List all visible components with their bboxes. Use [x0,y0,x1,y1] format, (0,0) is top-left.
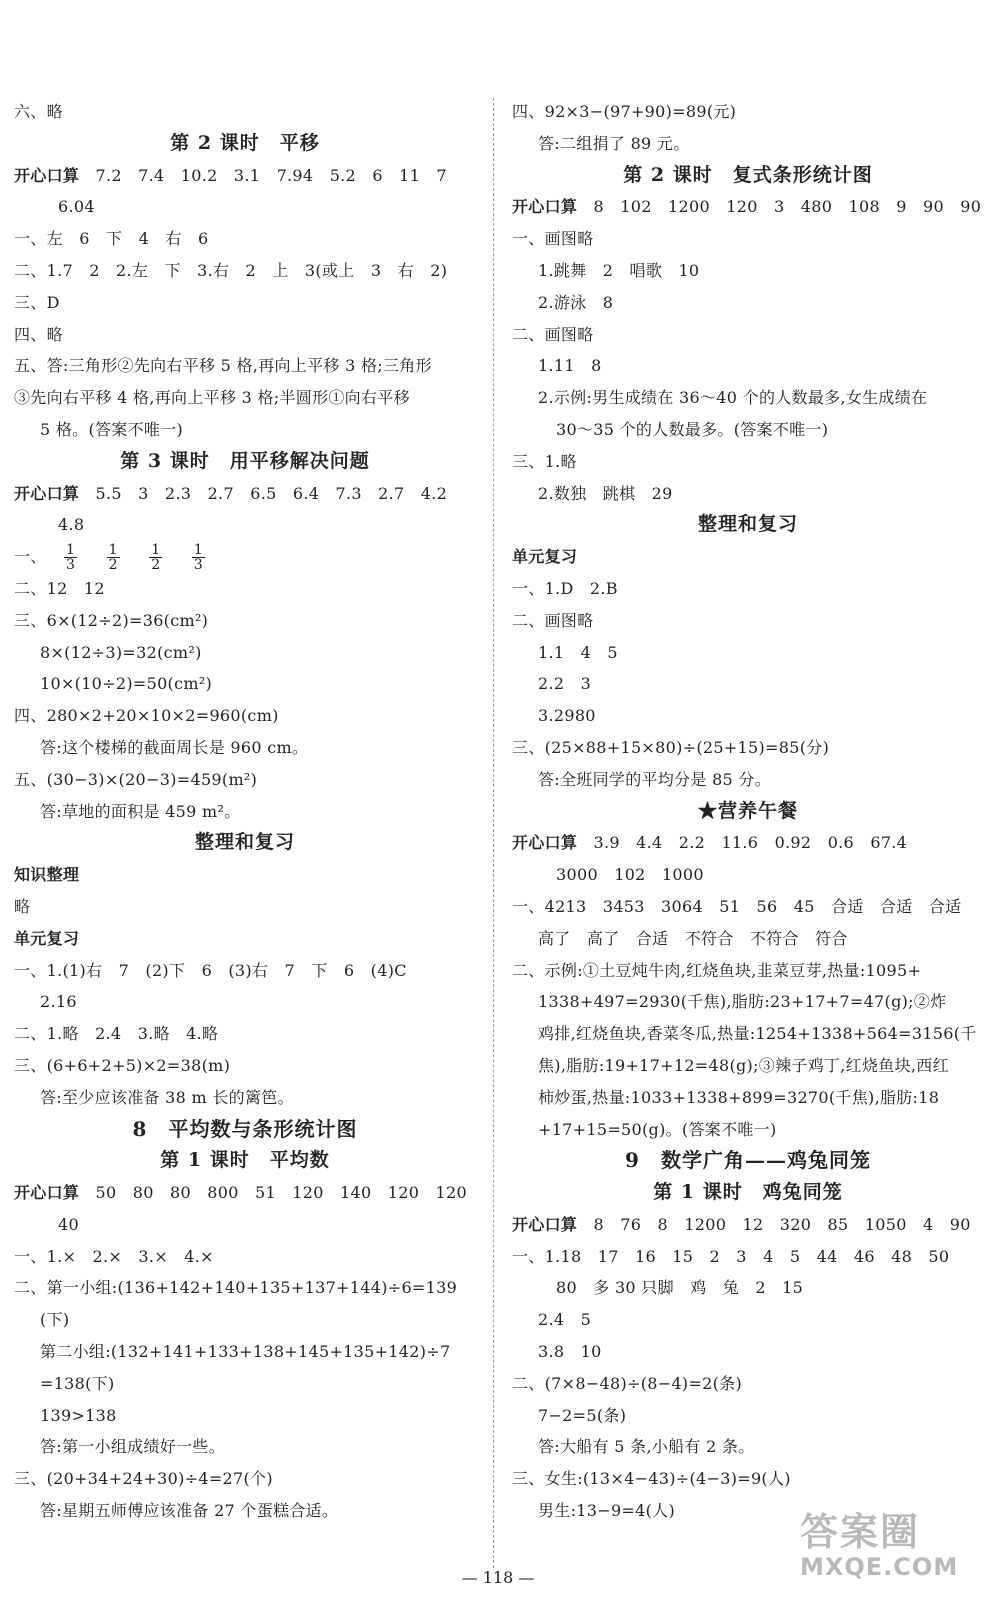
answer-line: 二、(7×8−48)÷(8−4)=2(条) [512,1373,743,1393]
answer-line: 二、1.略 2.4 3.略 4.略 [14,1024,219,1044]
mental-math-label: 开心口算 [512,1214,578,1234]
answer-line: 高了 高了 合适 不符合 不符合 符合 [538,928,848,948]
answer-line: =138(下) [40,1373,115,1393]
answer-line: 2.示例:男生成绩在 36～40 个的人数最多,女生成绩在 [538,388,928,408]
fraction: $\frac{1}{3}$ [193,542,204,574]
subheading: 单元复习 [14,928,80,948]
mental-math-label: 开心口算 [14,165,80,185]
answer-line: 第二小组:(132+141+133+138+145+135+142)÷7 [40,1342,451,1362]
unit-title: 9 数学广角——鸡兔同笼 [625,1148,871,1173]
answer-line: 四、280×2+20×10×2=960(cm) [14,706,279,726]
answer-line: 一、4213 3453 3064 51 56 45 合适 合适 合适 [512,896,962,916]
answer-line: 三、1.略 [512,451,577,471]
answer-line: 二、画图略 [512,610,594,630]
answer-line: 二、画图略 [512,324,594,344]
right-column [512,96,984,1527]
answer-line: 6.04 [58,197,95,217]
answer-line: 略 [14,896,31,916]
column-divider [493,98,494,1568]
fraction-line: 一、 $\frac{1}{3}$ $\frac{1}{2}$ $\frac{1}{2}$ $\frac{1}{3}$ [14,542,204,574]
section-title: 第 2 课时 平移 [170,131,320,154]
section-title: 第 1 课时 鸡兔同笼 [653,1181,843,1204]
answer-line: 答:二组捐了 89 元。 [538,133,690,153]
answer-line: 三、(20+34+24+30)÷4=27(个) [14,1469,273,1489]
answer-line: 二、12 12 [14,578,105,598]
mental-math-label: 开心口算 [512,833,578,853]
answer-line: 2.4 5 [538,1310,592,1330]
fraction: $\frac{1}{2}$ [108,542,118,574]
answer-line: 2.游泳 8 [538,292,614,312]
answer-line: 男生:13−9=4(人) [538,1501,676,1521]
section-title: 整理和复习 [697,513,798,536]
answer-line: 三、6×(12÷2)=36(cm²) [14,610,209,630]
answer-line: 二、示例:①土豆炖牛肉,红烧鱼块,韭菜豆芽,热量:1095+ [512,960,922,980]
answer-line: 一、1.× 2.× 3.× 4.× [14,1246,214,1266]
answer-line: 7−2=5(条) [538,1405,627,1425]
mental-math-label: 开心口算 [14,1183,80,1203]
answer-line: 2.数独 跳棋 29 [538,483,673,503]
answer-line: 40 [58,1214,79,1234]
answer-line: 8×(12÷3)=32(cm²) [40,642,202,662]
answer-line: 开心口算 8 102 1200 120 3 480 108 9 90 90 [512,197,982,217]
answer-line: 开心口算 5.5 3 2.3 2.7 6.5 6.4 7.3 2.7 4.2 [14,483,448,503]
answer-line: 139>138 [40,1405,117,1425]
answer-line: 三、女生:(13×4−43)÷(4−3)=9(人) [512,1469,791,1489]
answer-line: 答:第一小组成绩好一些。 [40,1437,225,1457]
fraction: $\frac{1}{3}$ [66,542,76,574]
answer-line: ③先向右平移 4 格,再向上平移 3 格;半圆形①向右平移 [14,388,410,408]
answer-line: 10×(10÷2)=50(cm²) [40,674,213,694]
answer-line: 1338+497=2930(千焦),脂肪:23+17+7=47(g);②炸 [538,992,947,1012]
answer-line: 1.11 8 [538,356,602,376]
answer-line: 一、1.D 2.B [512,578,618,598]
answer-line: 开心口算 3.9 4.4 2.2 11.6 0.92 0.6 67.4 [512,833,908,853]
answer-line: 答:至少应该准备 38 m 长的篱笆。 [40,1087,294,1107]
answer-line: 五、(30−3)×(20−3)=459(m²) [14,769,258,789]
answer-line: 30～35 个的人数最多。(答案不唯一) [556,419,829,439]
answer-line: 4.8 [58,515,85,535]
answer-line: 三、D [14,292,60,312]
section-title: 整理和复习 [194,831,295,854]
answer-line: 2.16 [40,992,77,1012]
answer-line: 1.跳舞 2 唱歌 10 [538,260,700,280]
answer-line: 答:大船有 5 条,小船有 2 条。 [538,1437,755,1457]
fraction: $\frac{1}{2}$ [151,542,161,574]
answer-line: 一、1.18 17 16 15 2 3 4 5 44 46 48 50 [512,1246,950,1266]
watermark-logo [800,1510,978,1590]
unit-title: 8 平均数与条形统计图 [132,1116,358,1141]
subheading: 知识整理 [14,865,80,885]
section-title: 第 1 课时 平均数 [160,1149,330,1172]
watermark-text: 答案圈 [800,1510,921,1554]
mental-math-label: 开心口算 [14,483,80,503]
answer-line: 3.8 10 [538,1342,602,1362]
answer-line: 开心口算 7.2 7.4 10.2 3.1 7.94 5.2 6 11 7 [14,165,447,185]
answer-line: 3.2980 [538,706,596,726]
answer-line: 三、(6+6+2+5)×2=38(m) [14,1055,231,1075]
answer-line: 1.1 4 5 [538,642,618,662]
left-column [14,96,476,1527]
answer-line: 一、1.(1)右 7 (2)下 6 (3)右 7 下 6 (4)C [14,960,407,980]
mental-math-label: 开心口算 [512,197,578,217]
answer-line: +17+15=50(g)。(答案不唯一) [538,1119,777,1139]
answer-line: 2.2 3 [538,674,592,694]
answer-line: 一、画图略 [512,229,594,249]
subheading: 单元复习 [512,547,578,567]
answer-line: 5 格。(答案不唯一) [40,419,184,439]
answer-line: 80 多 30 只脚 鸡 兔 2 15 [556,1278,804,1298]
answer-line: 答:星期五师傅应该准备 27 个蛋糕合适。 [40,1501,339,1521]
watermark-url: MXQE.COM [800,1553,959,1581]
section-title: 第 2 课时 复式条形统计图 [623,163,873,186]
answer-line: 答:草地的面积是 459 m²。 [40,801,241,821]
answer-line: 二、1.7 2 2.左 下 3.右 2 上 3(或上 3 右 2) [14,260,448,280]
answer-line: 开心口算 8 76 8 1200 12 320 85 1050 4 90 [512,1214,971,1234]
answer-line: 二、第一小组:(136+142+140+135+137+144)÷6=139 [14,1278,458,1298]
answer-line: 3000 102 1000 [556,865,704,885]
answer-line: (下) [40,1310,70,1330]
answer-line: 焦),脂肪:19+17+12=48(g);③辣子鸡丁,红烧鱼块,西红 [538,1055,949,1075]
answer-line: 开心口算 50 80 80 800 51 120 140 120 120 [14,1183,467,1203]
answer-line: 四、92×3−(97+90)=89(元) [512,102,737,121]
answer-line: 答:全班同学的平均分是 85 分。 [538,769,772,789]
answer-line: 五、答:三角形②先向右平移 5 格,再向上平移 3 格;三角形 [14,356,432,376]
answer-line: 答:这个楼梯的截面周长是 960 cm。 [40,737,309,757]
answer-line: 六、略 [14,102,63,121]
answer-line: 三、(25×88+15×80)÷(25+15)=85(分) [512,737,830,757]
answer-line: 一、左 6 下 4 右 6 [14,229,209,249]
section-title: 第 3 课时 用平移解决问题 [120,449,370,472]
answer-line: 四、略 [14,324,63,344]
answer-line: 鸡排,红烧鱼块,香菜冬瓜,热量:1254+1338+564=3156(千 [538,1024,977,1044]
section-title: ★营养午餐 [697,799,798,822]
answer-line: 柿炒蛋,热量:1033+1338+899=3270(千焦),脂肪:18 [538,1087,940,1107]
page-number: — 118 — [461,1568,535,1587]
